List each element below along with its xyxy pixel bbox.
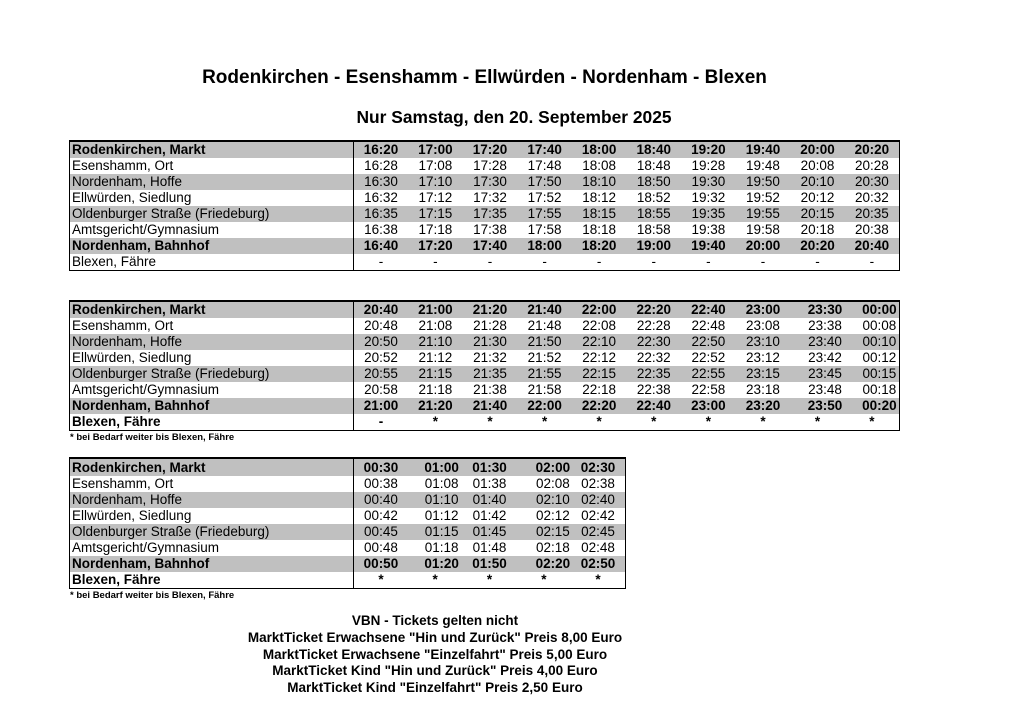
departure-time: 01:20 [408,556,462,572]
departure-time: 22:50 [681,334,736,350]
departure-time: 17:55 [517,206,572,222]
departure-time: 02:20 [517,556,571,572]
departure-time: - [408,254,463,271]
departure-time: 01:45 [462,524,516,540]
departure-time: 19:58 [746,222,780,237]
departure-time: - [354,414,409,431]
departure-time: 23:45 [790,366,845,382]
departure-time: 02:10 [517,492,571,508]
stop-row [70,398,900,414]
ticket-price-line: MarktTicket Kind "Hin und Zurück" Preis 4,00 Euro [272,663,598,679]
departure-time: 23:10 [736,334,791,350]
departure-time: 21:38 [473,382,507,397]
stop-name: Esenshamm, Ort [70,158,354,174]
departure-time: 22:40 [681,301,736,318]
ticket-price-line: MarktTicket Erwachsene "Einzelfahrt" Preis 5,00 Euro [262,646,608,662]
departure-time: 17:32 [473,190,507,205]
departure-time: 18:12 [582,190,617,205]
departure-time: 01:30 [462,458,516,476]
departure-time: 18:15 [572,206,627,222]
departure-time: 18:00 [572,141,627,158]
departure-time: 18:10 [572,174,627,190]
departure-time: 16:20 [354,141,409,158]
departure-time: 19:30 [681,174,736,190]
footnote-on-demand: * bei Bedarf weiter bis Blexen, Fähre [70,590,235,601]
departure-time: 18:40 [626,141,681,158]
departure-time: 02:00 [517,458,571,476]
departure-time: 17:12 [418,190,453,205]
departure-time: 02:50 [571,556,625,572]
departure-time: 22:35 [626,366,681,382]
departure-time: 01:48 [472,540,507,555]
stop-row [70,238,900,254]
departure-time: 16:38 [364,222,398,237]
page-title: Rodenkirchen - Esenshamm - Ellwürden - Nordenham - Blexen [202,67,767,88]
stop-name: Ellwürden, Siedlung [70,508,354,524]
departure-time: 00:08 [845,318,900,334]
stop-name: Blexen, Fähre [70,414,354,431]
departure-time: 20:15 [790,206,845,222]
departure-time: 16:40 [354,238,409,254]
departure-time: 19:52 [746,190,780,205]
departure-time: 22:55 [681,366,736,382]
departure-time: 20:48 [364,318,398,333]
stop-name: Blexen, Fähre [70,572,354,589]
departure-time: 20:10 [790,174,845,190]
departure-time: 02:48 [571,540,625,556]
departure-time: 17:52 [527,190,562,205]
departure-time: 23:40 [790,334,845,350]
departure-time: 22:40 [626,398,681,414]
stop-name: Oldenburger Straße (Friedeburg) [70,206,354,222]
departure-time: 21:40 [517,301,572,318]
departure-time: 17:10 [408,174,463,190]
departure-time: 01:10 [408,492,462,508]
departure-time: * [408,414,463,431]
stop-name: Ellwürden, Siedlung [70,190,354,206]
departure-time: 22:28 [636,318,671,333]
departure-time: 17:58 [527,222,562,237]
departure-time: 02:40 [571,492,625,508]
departure-time: 22:00 [517,398,572,414]
departure-time: 22:18 [582,382,617,397]
departure-time: 17:40 [463,238,518,254]
timetable-block-2 [69,300,900,431]
departure-time: 01:12 [424,508,459,523]
stop-row [70,301,900,318]
stop-row [70,350,900,366]
departure-time: 23:18 [746,382,780,397]
departure-time: - [845,254,900,271]
departure-time: 17:48 [527,158,562,173]
departure-time: 22:52 [691,350,726,365]
departure-time: 16:28 [364,158,398,173]
departure-time: 00:00 [845,301,900,318]
stop-row [70,492,626,508]
departure-time: 21:50 [517,334,572,350]
stop-row [70,334,900,350]
departure-time: 00:40 [354,492,408,508]
departure-time: 18:48 [636,158,671,173]
departure-time: - [681,254,736,271]
stop-row [70,382,900,398]
stop-name: Blexen, Fähre [70,254,354,271]
departure-time: 21:08 [418,318,453,333]
departure-time: 17:20 [463,141,518,158]
departure-time: * [790,414,845,431]
departure-time: 01:08 [424,476,459,491]
departure-time: 01:15 [408,524,462,540]
departure-time: 00:20 [845,398,900,414]
departure-time: 02:30 [571,458,625,476]
departure-time: 22:08 [582,318,617,333]
stop-row [70,540,626,556]
departure-time: 21:20 [463,301,518,318]
departure-time: 18:20 [572,238,627,254]
timetable-block-1 [69,140,900,271]
stop-name: Nordenham, Bahnhof [70,556,354,572]
stop-row [70,158,900,174]
stop-name: Amtsgericht/Gymnasium [70,540,354,556]
stop-row [70,508,626,524]
departure-time: 19:35 [681,206,736,222]
departure-time: 22:15 [572,366,627,382]
departure-time: 00:10 [845,334,900,350]
departure-time: 17:28 [473,158,507,173]
departure-time: 20:40 [354,301,409,318]
departure-time: 19:48 [746,158,780,173]
departure-time: 02:08 [535,476,570,491]
departure-time: 20:20 [845,141,900,158]
departure-time: 00:38 [364,476,398,491]
departure-time: 18:55 [626,206,681,222]
ticket-price-line: MarktTicket Kind "Einzelfahrt" Preis 2,50 Euro [287,680,583,695]
departure-time: 20:12 [800,190,835,205]
departure-time: 17:08 [418,158,453,173]
departure-time: 01:50 [462,556,516,572]
departure-time: 21:20 [408,398,463,414]
departure-time: 20:32 [845,190,900,206]
stop-row [70,476,626,492]
departure-time: 23:30 [790,301,845,318]
departure-time: * [626,414,681,431]
footnote-on-demand: * bei Bedarf weiter bis Blexen, Fähre [70,432,235,443]
stop-row [70,174,900,190]
departure-time: 17:35 [463,206,518,222]
departure-time: 00:12 [845,350,900,366]
stop-name: Nordenham, Hoffe [70,492,354,508]
departure-time: 21:40 [463,398,518,414]
stop-name: Rodenkirchen, Markt [70,301,354,318]
departure-time: * [571,572,625,589]
departure-time: 21:32 [473,350,507,365]
stop-row [70,458,626,476]
departure-time: 01:38 [472,476,507,491]
departure-time: 22:32 [636,350,671,365]
departure-time: 20:28 [845,158,900,174]
departure-time: 20:35 [845,206,900,222]
departure-time: 01:00 [408,458,462,476]
stop-name: Nordenham, Bahnhof [70,238,354,254]
departure-time: 23:38 [808,318,842,333]
stop-row [70,141,900,158]
departure-time: * [736,414,791,431]
departure-time: 17:30 [463,174,518,190]
departure-time: 17:00 [408,141,463,158]
departure-time: * [845,414,900,431]
stop-name: Rodenkirchen, Markt [70,458,354,476]
departure-time: - [736,254,791,271]
ticket-info [185,613,685,697]
stop-name: Ellwürden, Siedlung [70,350,354,366]
departure-time: - [572,254,627,271]
departure-time: 20:00 [790,141,845,158]
departure-time: 21:00 [408,301,463,318]
departure-time: * [517,572,571,589]
departure-time: 18:52 [636,190,671,205]
departure-time: 01:40 [462,492,516,508]
departure-time: 22:20 [572,398,627,414]
departure-time: 20:40 [845,238,900,254]
departure-time: 18:18 [582,222,617,237]
departure-time: 19:40 [681,238,736,254]
stop-row [70,572,626,589]
departure-time: 23:08 [746,318,780,333]
departure-time: 16:35 [354,206,409,222]
ticket-price-line: MarktTicket Erwachsene "Hin und Zurück" Preis 8,00 Euro [247,629,623,645]
departure-time: 23:20 [736,398,791,414]
stop-row [70,222,900,238]
stop-name: Nordenham, Bahnhof [70,398,354,414]
departure-time: 20:55 [354,366,409,382]
departure-time: 20:38 [845,222,900,238]
departure-time: 21:48 [527,318,562,333]
departure-time: 21:00 [354,398,409,414]
departure-time: 00:15 [845,366,900,382]
departure-time: 22:10 [572,334,627,350]
departure-time: 17:20 [408,238,463,254]
departure-time: - [517,254,572,271]
departure-time: * [463,414,518,431]
stop-name: Esenshamm, Ort [70,318,354,334]
departure-time: 19:50 [736,174,791,190]
departure-time: 19:40 [736,141,791,158]
departure-time: 00:42 [364,508,398,523]
departure-time: 22:58 [691,382,726,397]
departure-time: 18:00 [517,238,572,254]
departure-time: 19:32 [691,190,726,205]
departure-time: 17:38 [473,222,507,237]
stop-row [70,254,900,271]
departure-time: 20:52 [364,350,398,365]
departure-time: 22:38 [636,382,671,397]
departure-time: 19:28 [691,158,726,173]
departure-time: 22:48 [691,318,726,333]
timetable-block-3 [69,457,626,589]
stop-row [70,206,900,222]
departure-time: 17:40 [517,141,572,158]
departure-time: 00:48 [364,540,398,555]
departure-time: 20:30 [845,174,900,190]
stop-name: Oldenburger Straße (Friedeburg) [70,524,354,540]
departure-time: 00:45 [354,524,408,540]
departure-time: 20:00 [736,238,791,254]
departure-time: 18:58 [636,222,671,237]
stop-name: Amtsgericht/Gymnasium [70,222,354,238]
departure-time: 23:00 [736,301,791,318]
departure-time: * [681,414,736,431]
stop-name: Oldenburger Straße (Friedeburg) [70,366,354,382]
departure-time: * [408,572,462,589]
departure-time: * [572,414,627,431]
departure-time: 23:42 [808,350,842,365]
departure-time: 21:15 [408,366,463,382]
departure-time: - [626,254,681,271]
departure-time: 22:30 [626,334,681,350]
departure-time: 20:50 [354,334,409,350]
stop-row [70,190,900,206]
departure-time: 02:15 [517,524,571,540]
departure-time: - [354,254,409,271]
departure-time: 20:58 [364,382,398,397]
departure-time: 21:30 [463,334,518,350]
departure-time: 01:42 [472,508,507,523]
departure-time: 02:45 [571,524,625,540]
stop-name: Rodenkirchen, Markt [70,141,354,158]
departure-time: 00:30 [354,458,408,476]
departure-time: 22:00 [572,301,627,318]
departure-time: 20:08 [800,158,835,173]
stop-row [70,318,900,334]
departure-time: * [462,572,516,589]
departure-time: 23:15 [736,366,791,382]
departure-time: 16:30 [354,174,409,190]
departure-time: 17:50 [517,174,572,190]
departure-time: 21:10 [408,334,463,350]
stop-row [70,414,900,431]
departure-time: 21:58 [527,382,562,397]
departure-time: 18:08 [582,158,617,173]
departure-time: 23:00 [681,398,736,414]
departure-time: 21:28 [473,318,507,333]
departure-time: 23:50 [790,398,845,414]
departure-time: 17:15 [408,206,463,222]
departure-time: 02:42 [571,508,625,524]
departure-time: 21:52 [527,350,562,365]
departure-time: 00:50 [354,556,408,572]
ticket-heading: VBN - Tickets gelten nicht [351,613,519,628]
departure-time: 21:55 [517,366,572,382]
departure-time: 19:20 [681,141,736,158]
stop-name: Nordenham, Hoffe [70,174,354,190]
departure-time: 21:18 [418,382,453,397]
departure-time: * [354,572,408,589]
stop-row [70,556,626,572]
departure-time: 19:55 [736,206,791,222]
departure-time: 19:38 [691,222,726,237]
stop-row [70,366,900,382]
departure-time: 16:32 [364,190,398,205]
departure-time: 20:18 [800,222,835,237]
departure-time: 02:18 [535,540,570,555]
departure-time: 02:38 [571,476,625,492]
page-subtitle: Nur Samstag, den 20. September 2025 [356,107,672,127]
departure-time: 20:20 [790,238,845,254]
departure-time: 19:00 [626,238,681,254]
departure-time: 22:20 [626,301,681,318]
departure-time: 00:18 [845,382,900,398]
departure-time: - [790,254,845,271]
departure-time: 21:35 [463,366,518,382]
departure-time: 21:12 [418,350,453,365]
stop-name: Esenshamm, Ort [70,476,354,492]
departure-time: 02:12 [535,508,570,523]
stop-row [70,524,626,540]
departure-time: 17:18 [418,222,453,237]
stop-name: Amtsgericht/Gymnasium [70,382,354,398]
departure-time: 23:12 [746,350,780,365]
departure-time: 23:48 [808,382,842,397]
departure-time: 22:12 [582,350,617,365]
departure-time: - [463,254,518,271]
departure-time: 01:18 [424,540,459,555]
departure-time: * [517,414,572,431]
departure-time: 18:50 [626,174,681,190]
stop-name: Nordenham, Hoffe [70,334,354,350]
